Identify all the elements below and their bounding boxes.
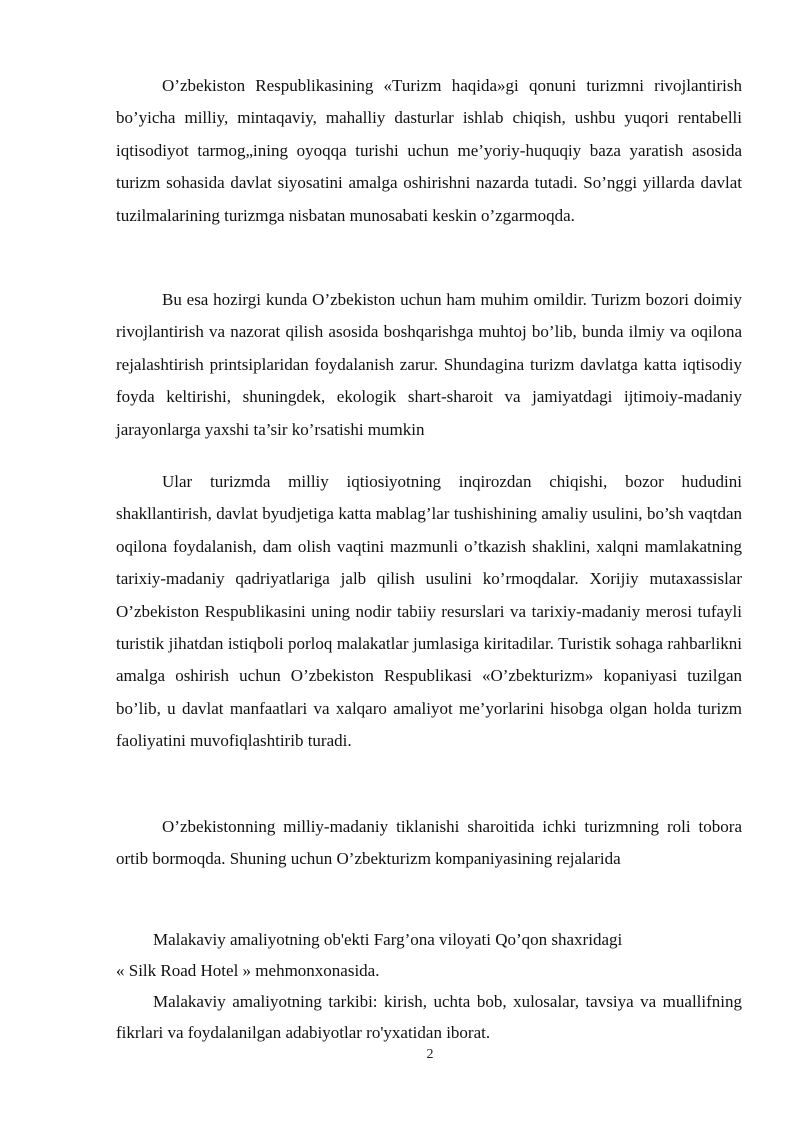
paragraph-tourism-law: O’zbekiston Respublikasining «Turizm haqida»gi qonuni turizmni rivojlantirish bo’yicha milliy, mintaqaviy, mahalliy dasturlar ishlab chiqish, ushbu yuqori rentabelli iqtisodiyot tarmog„ining oyoqqa turishi uchun me’yoriy-huquqiy baza yaratish asosida turizm sohasida davlat siyosatini amalga oshirishni nazarda tutadi. So’nggi yillarda davlat tuzilmalarining turizmga nisbatan munosabati keskin o’zgarmoqda. — [116, 76, 742, 225]
paragraph-domestic-tourism: O’zbekistonning milliy-madaniy tiklanishi sharoitida ichki turizmning roli tobora ortib bormoqda. Shuning uchun O’zbekturizm kompaniyasining rejalarida — [116, 817, 742, 869]
page-number: 2 — [426, 1047, 434, 1062]
practice-object-line: Malakaviy amaliyotning ob'ekti Farg’ona viloyati Qo’qon shaxridagi — [153, 930, 623, 949]
paragraph-tourism-market: Bu esa hozirgi kunda O’zbekiston uchun ham muhim omildir. Turizm bozori doimiy rivojlantirish va nazorat qilish asosida boshqarishga muhtoj bo’lib, bunda ilmiy va oqilona rejalashtirish printsiplaridan foydalanish zarur. Shundagina turizm davlatga katta iqtisodiy foyda keltirishi, shuningdek, ekologik shart-sharoit va jamiyatdagi ijtimoiy-madaniy jarayonlarga yaxshi ta’sir ko’rsatishi mumkin — [116, 290, 742, 439]
paragraph-tourism-benefits: Ular turizmda milliy iqtiosiyotning inqirozdan chiqishi, bozor hududini shakllantirish, davlat byudjetiga katta mablag’lar tushishining amaliy usulini, bo’sh vaqtdan oqilona foydalanish, dam olish vaqtini mazmunli o’tkazish shaklini, xalqni mamlakatning tarixiy-madaniy qadriyatlariga jalb qilish usulini ko’rmoqdalar. Xorijiy mutaxassislar O’zbekiston Respublikasini uning nodir tabiiy resurslari va tarixiy-madaniy merosi tufayli turistik jihatdan istiqboli porloq malakatlar jumlasiga kiritadilar. Turistik sohaga rahbarlikni amalga oshirish uchun O’zbekiston Respublikasi «O’zbekturizm» kopaniyasi tuzilgan bo’lib, u davlat manfaatlari va xalqaro amaliyot me’yorlarini hisobga olgan holda turizm faoliyatini muvofiqlashtirib turadi. — [116, 472, 742, 751]
practice-object-note — [116, 924, 742, 986]
practice-structure-note: Malakaviy amaliyotning tarkibi: kirish, uchta bob, xulosalar, tavsiya va muallifning fikrlari va foydalanilgan adabiyotlar ro'yxatidan iborat. — [116, 992, 742, 1042]
hotel-name-line: « Silk Road Hotel » mehmonxonasida. — [116, 961, 380, 980]
